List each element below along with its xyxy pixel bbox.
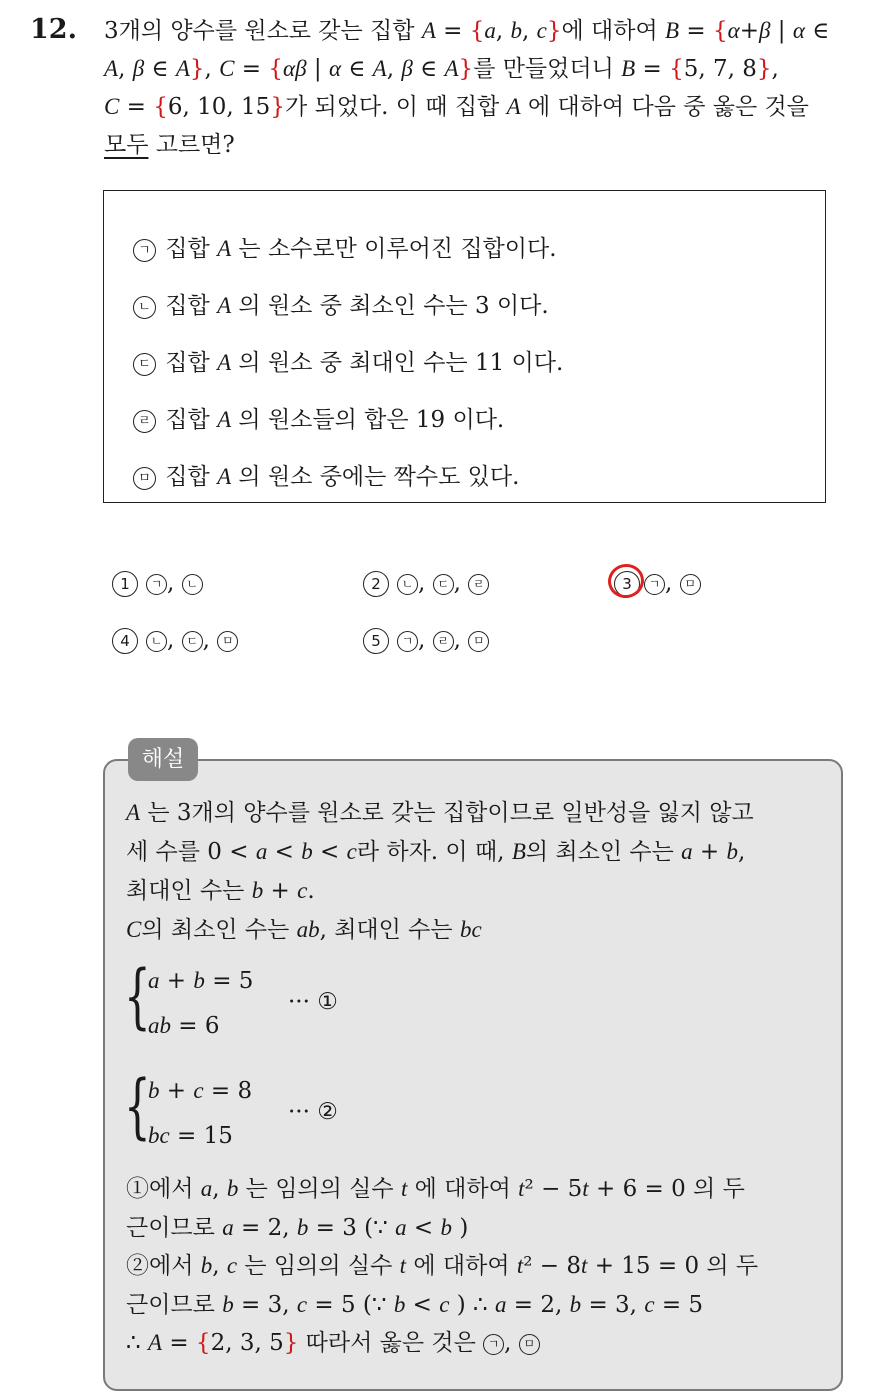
- option-3[interactable]: 3 ㄱ , ㅁ: [614, 570, 701, 597]
- system2-eq1: b + c = 8: [148, 1078, 253, 1104]
- question-line-1: 3개의 양수를 원소로 갖는 집합 A = {a, b, c}에 대하여 B = {α+β | α ∈: [104, 18, 830, 44]
- option-mark: ㄱ: [146, 574, 167, 595]
- option-1[interactable]: 1 ㄱ , ㄴ: [112, 570, 203, 597]
- option-mark: ㄷ: [433, 574, 454, 595]
- solution-line-3: 최대인 수는 b + c.: [126, 878, 315, 904]
- option-number: 2: [363, 571, 389, 597]
- option-mark: ㅁ: [680, 574, 701, 595]
- solution-line-5: ①에서 a, b 는 임의의 실수 t 에 대하여 t² − 5t + 6 = 0 의 두: [126, 1176, 745, 1202]
- solution-line-9: ∴ A = {2, 3, 5} 따라서 옳은 것은 ㄱ , ㅁ: [126, 1326, 540, 1360]
- option-mark: ㄴ: [397, 574, 418, 595]
- answer-mark: ㅁ: [519, 1334, 540, 1355]
- solution-line-1: A 는 3개의 양수를 원소로 갖는 집합이므로 일반성을 잃지 않고: [126, 800, 754, 826]
- option-5[interactable]: 5 ㄱ , ㄹ , ㅁ: [363, 627, 489, 654]
- brace-1: {: [124, 955, 151, 1037]
- option-4[interactable]: 4 ㄴ , ㄷ , ㅁ: [112, 627, 238, 654]
- answer-circle-mark: [605, 561, 647, 602]
- system1-eq1: a + b = 5: [148, 968, 254, 994]
- solution-line-2: 세 수를 0 < a < b < c라 하자. 이 때, B의 최소인 수는 a + b,: [126, 839, 746, 865]
- question-number: 12.: [30, 14, 77, 45]
- statement-mark: ㄱ: [133, 239, 156, 262]
- option-number: 4: [112, 628, 138, 654]
- solution-line-4: C의 최소인 수는 ab, 최대인 수는 bc: [126, 917, 482, 943]
- option-number: 5: [363, 628, 389, 654]
- option-mark: ㄹ: [433, 631, 454, 652]
- brace-2: {: [124, 1065, 151, 1147]
- solution-tag: 해설: [128, 738, 198, 781]
- option-mark: ㄴ: [146, 631, 167, 652]
- statement-2: ㄴ 집합 A 의 원소 중 최소인 수는 3 이다.: [133, 287, 549, 320]
- system2-label: ··· ②: [288, 1099, 338, 1125]
- question-line-2: A, β ∈ A}, C = {αβ | α ∈ A, β ∈ A}를 만들었더니 B = {5, 7, 8},: [104, 56, 779, 82]
- system1-label: ··· ①: [288, 989, 338, 1015]
- option-number: 1: [112, 571, 138, 597]
- option-2[interactable]: 2 ㄴ , ㄷ , ㄹ: [363, 570, 489, 597]
- option-mark: ㄹ: [468, 574, 489, 595]
- statement-3: ㄷ 집합 A 의 원소 중 최대인 수는 11 이다.: [133, 344, 563, 377]
- statement-mark: ㄴ: [133, 296, 156, 319]
- solution-line-7: ②에서 b, c 는 임의의 실수 t 에 대하여 t² − 8t + 15 = 0 의 두: [126, 1253, 759, 1279]
- statement-4: ㄹ 집합 A 의 원소들의 합은 19 이다.: [133, 401, 504, 434]
- question-line-4: 모두 고르면?: [104, 132, 235, 158]
- statement-5: ㅁ 집합 A 의 원소 중에는 짝수도 있다.: [133, 458, 519, 491]
- system2-eq2: bc = 15: [148, 1123, 233, 1149]
- option-mark: ㄴ: [182, 574, 203, 595]
- option-mark: ㅁ: [217, 631, 238, 652]
- option-mark: ㄱ: [397, 631, 418, 652]
- option-number: 3: [614, 571, 640, 597]
- option-mark: ㄷ: [182, 631, 203, 652]
- solution-line-8: 근이므로 b = 3, c = 5 (∵ b < c ) ∴ a = 2, b = 3, c = 5: [126, 1292, 704, 1318]
- answer-mark: ㄱ: [483, 1334, 504, 1355]
- system1-eq2: ab = 6: [148, 1013, 220, 1039]
- option-mark: ㄱ: [644, 574, 665, 595]
- statement-mark: ㄷ: [133, 353, 156, 376]
- statement-mark: ㅁ: [133, 467, 156, 490]
- option-mark: ㅁ: [468, 631, 489, 652]
- statement-1: ㄱ 집합 A 는 소수로만 이루어진 집합이다.: [133, 230, 557, 263]
- statement-mark: ㄹ: [133, 410, 156, 433]
- question-line-3: C = {6, 10, 15}가 되었다. 이 때 집합 A 에 대하여 다음 중 옳은 것을: [104, 94, 809, 120]
- solution-line-6: 근이므로 a = 2, b = 3 (∵ a < b ): [126, 1215, 469, 1241]
